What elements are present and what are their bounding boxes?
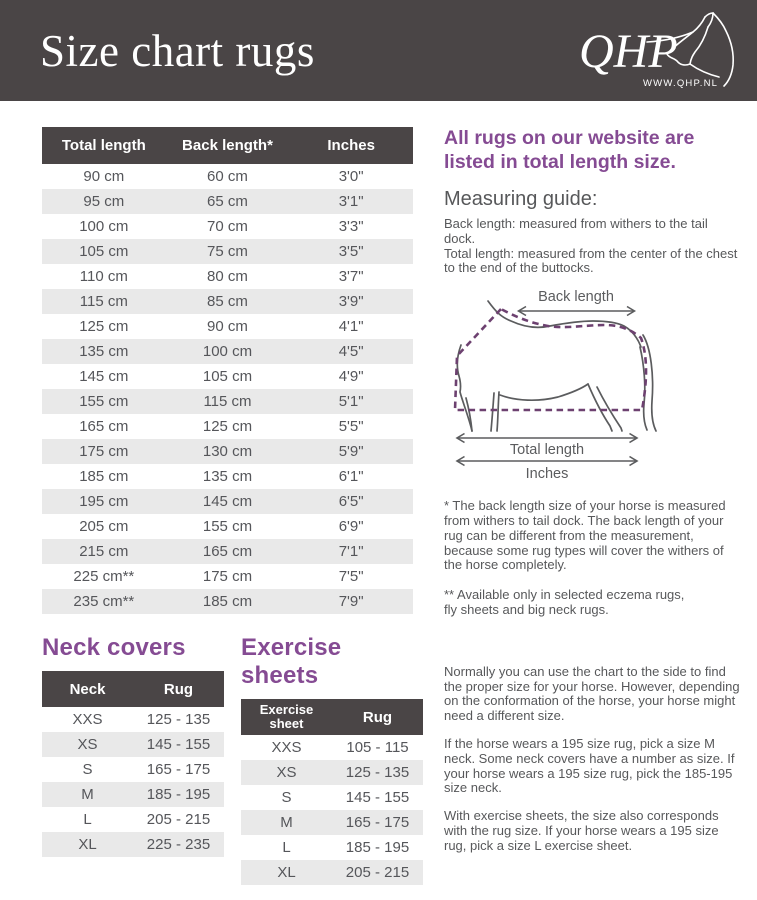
table-cell: 195 cm — [79, 493, 129, 510]
table-cell: 4'1" — [338, 318, 364, 335]
logo-text: QHP — [579, 24, 678, 78]
table-cell: 7'1" — [338, 543, 364, 560]
table-row — [42, 264, 413, 289]
table-cell: 135 cm — [202, 468, 253, 485]
neck-covers-table — [42, 671, 224, 857]
total-length-label: Total length — [509, 442, 585, 459]
table-cell: L — [83, 811, 92, 828]
table-row — [241, 760, 423, 785]
table-row — [42, 239, 413, 264]
table-cell: 235 cm** — [73, 593, 135, 610]
table-cell: 95 cm — [83, 193, 125, 210]
table-cell: 225 cm** — [73, 568, 135, 585]
column-header-neck: Neck — [42, 671, 133, 707]
table-row — [42, 164, 413, 189]
table-cell: 135 cm — [79, 343, 129, 360]
notes-paragraph-1: Normally you can use the chart to the side to find the proper size for your horse. However, depending on the conformation of the horse, your horse might need a different size. — [444, 663, 740, 724]
table-cell: 215 cm — [79, 543, 129, 560]
table-cell: 205 - 215 — [345, 864, 410, 881]
footnote-double-asterisk: ** Available only in selected eczema rugs, fly sheets and big neck rugs. — [444, 587, 685, 617]
table-row — [42, 439, 413, 464]
table-cell: 130 cm — [202, 443, 253, 460]
table-row — [241, 785, 423, 810]
measuring-diagram — [444, 288, 740, 488]
table-cell: 6'9" — [338, 518, 364, 535]
bottom-tables-row — [42, 634, 413, 885]
table-row — [42, 589, 413, 614]
table-cell: 3'9" — [338, 293, 364, 310]
table-cell: 165 cm — [79, 418, 129, 435]
table-cell: 7'9" — [338, 593, 364, 610]
table-cell: 110 cm — [79, 268, 128, 285]
table-header-row — [42, 127, 413, 164]
exercise-sheets-table — [241, 699, 423, 885]
table-row — [42, 782, 224, 807]
table-row — [42, 339, 413, 364]
table-row — [42, 314, 413, 339]
table-cell: 6'5" — [338, 493, 364, 510]
footnote-single-asterisk: * The back length size of your horse is measured from withers to tail dock. The back length of your rug can be different from the measurement, because some rug types will cover the withers of the horse completely. — [444, 498, 726, 573]
table-row — [42, 732, 224, 757]
column-header-inches: Inches — [289, 127, 413, 164]
table-cell: 75 cm — [207, 243, 248, 260]
table-row — [42, 364, 413, 389]
table-cell: XXS — [271, 739, 302, 756]
table-row — [42, 189, 413, 214]
measuring-guide-heading: Measuring guide: — [444, 187, 598, 210]
table-cell: 145 cm — [202, 493, 253, 510]
table-cell: L — [282, 839, 291, 856]
column-header-exercise-sheet: Exercise sheet — [241, 699, 332, 735]
table-cell: XS — [77, 736, 98, 753]
right-column — [444, 127, 740, 885]
table-cell: 70 cm — [207, 218, 248, 235]
neck-covers-section — [42, 634, 224, 885]
table-cell: 185 cm — [202, 593, 253, 610]
left-column — [42, 127, 413, 885]
table-cell: 80 cm — [207, 268, 248, 285]
table-cell: 5'9" — [338, 443, 364, 460]
table-row — [42, 707, 224, 732]
logo-url: WWW.QHP.NL — [643, 77, 719, 89]
table-cell: 90 cm — [83, 168, 125, 185]
table-cell: 105 cm — [202, 368, 253, 385]
table-cell: 125 - 135 — [345, 764, 410, 781]
table-row — [42, 489, 413, 514]
table-cell: 3'0" — [338, 168, 364, 185]
table-cell: 3'3" — [338, 218, 364, 235]
table-cell: 5'1" — [338, 393, 364, 410]
qhp-logo — [577, 11, 745, 91]
back-length-label: Back length — [538, 289, 614, 306]
table-row — [241, 735, 423, 760]
content-area — [0, 101, 757, 885]
table-header-row — [42, 671, 224, 707]
table-row — [42, 414, 413, 439]
table-cell: 3'5" — [338, 243, 364, 260]
intro-heading: All rugs on our website are listed in total length size. — [444, 127, 695, 173]
table-row — [42, 289, 413, 314]
table-cell: 125 cm — [79, 318, 129, 335]
table-cell: 3'7" — [338, 268, 364, 285]
table-cell: 165 - 175 — [345, 814, 410, 831]
table-row — [241, 810, 423, 835]
table-row — [42, 214, 413, 239]
table-cell: 165 cm — [202, 543, 253, 560]
table-cell: 155 cm — [79, 393, 129, 410]
table-cell: 145 cm — [79, 368, 129, 385]
table-row — [42, 832, 224, 857]
table-cell: 3'1" — [338, 193, 364, 210]
table-header-row — [241, 699, 423, 735]
neck-covers-heading: Neck covers — [42, 634, 186, 661]
table-cell: XL — [277, 864, 296, 881]
table-cell: M — [81, 786, 94, 803]
table-cell: 100 cm — [79, 218, 129, 235]
table-cell: 105 cm — [79, 243, 129, 260]
table-cell: 115 cm — [79, 293, 128, 310]
table-cell: 90 cm — [207, 318, 248, 335]
table-cell: 185 - 195 — [146, 786, 211, 803]
notes-paragraph-2: If the horse wears a 195 size rug, pick a size M neck. Some neck covers have a number as size. If your horse wears a 195 size rug, pick the 185-195 size neck. — [444, 735, 735, 796]
table-cell: 205 cm — [79, 518, 129, 535]
table-cell: 145 - 155 — [146, 736, 211, 753]
measuring-guide-text: Back length: measured from withers to the tail dock. Total length: measured from the center of the chest to the end of the buttocks. — [444, 215, 738, 276]
table-cell: 175 cm — [202, 568, 253, 585]
table-cell: 225 - 235 — [146, 836, 211, 853]
table-cell: 175 cm — [79, 443, 129, 460]
table-cell: 6'1" — [338, 468, 364, 485]
table-row — [42, 539, 413, 564]
exercise-sheets-section — [241, 634, 423, 885]
table-cell: 85 cm — [207, 293, 248, 310]
table-cell: M — [280, 814, 293, 831]
notes-paragraph-3: With exercise sheets, the size also corresponds with the rug size. If your horse wears a 195 size rug, pick a size L exercise sheet. — [444, 808, 719, 853]
table-row — [241, 835, 423, 860]
inches-label: Inches — [525, 466, 569, 483]
rug-size-table — [42, 127, 413, 614]
column-header-back-length: Back length* — [166, 127, 290, 164]
table-cell: S — [281, 789, 292, 806]
table-row — [42, 514, 413, 539]
table-cell: 65 cm — [207, 193, 248, 210]
horse-outline-drawing — [457, 301, 656, 431]
table-row — [42, 389, 413, 414]
table-cell: XS — [276, 764, 297, 781]
page-title: Size chart rugs — [40, 25, 315, 76]
table-cell: 145 - 155 — [345, 789, 410, 806]
column-header-total-length: Total length — [42, 127, 166, 164]
table-cell: 7'5" — [338, 568, 364, 585]
table-cell: 185 cm — [79, 468, 129, 485]
table-cell: 105 - 115 — [346, 739, 409, 756]
column-header-rug: Rug — [133, 671, 224, 707]
table-cell: 125 - 135 — [146, 711, 211, 728]
table-row — [42, 464, 413, 489]
table-cell: 205 - 215 — [146, 811, 211, 828]
page-header — [0, 0, 757, 101]
table-cell: 100 cm — [202, 343, 253, 360]
table-cell: XXS — [72, 711, 103, 728]
table-row — [42, 807, 224, 832]
table-cell: 60 cm — [207, 168, 248, 185]
column-header-rug: Rug — [332, 699, 423, 735]
table-cell: 4'9" — [338, 368, 364, 385]
exercise-sheets-heading: Exercise sheets — [241, 634, 342, 689]
table-cell: 165 - 175 — [146, 761, 211, 778]
table-cell: 4'5" — [338, 343, 364, 360]
table-cell: 185 - 195 — [345, 839, 410, 856]
table-row — [42, 757, 224, 782]
table-cell: 115 cm — [203, 393, 252, 410]
table-cell: 125 cm — [202, 418, 253, 435]
table-cell: XL — [78, 836, 97, 853]
table-row — [241, 860, 423, 885]
table-cell: 5'5" — [338, 418, 364, 435]
table-row — [42, 564, 413, 589]
table-cell: 155 cm — [202, 518, 253, 535]
table-cell: S — [82, 761, 93, 778]
